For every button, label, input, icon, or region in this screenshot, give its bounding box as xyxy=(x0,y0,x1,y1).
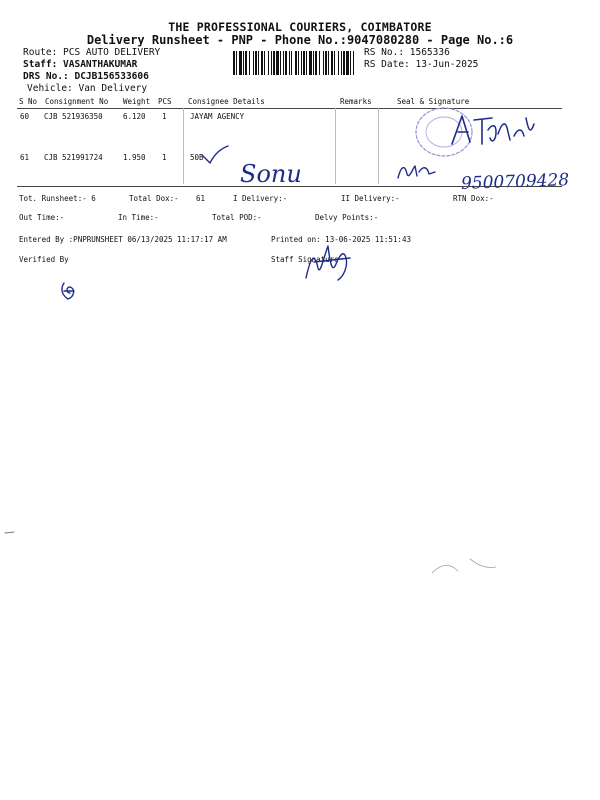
col-header-consignment: Consignment No xyxy=(45,97,109,106)
tick-mark-icon xyxy=(200,145,230,165)
barcode-bar xyxy=(236,51,237,75)
barcode-bar xyxy=(298,51,299,75)
barcode-bar xyxy=(233,51,235,75)
ii-delivery: II Delivery:- xyxy=(341,194,400,203)
barcode-bar xyxy=(346,51,349,75)
barcode-bar xyxy=(303,51,305,75)
runsheet-subtitle: Delivery Runsheet - PNP - Phone No.:9047080280 - Page No.:6 xyxy=(86,33,514,47)
rtn-dox: RTN Dox:- xyxy=(453,194,494,203)
barcode-bar xyxy=(239,51,242,75)
handwritten-phone: 9500709428 xyxy=(460,170,570,194)
barcode-bar xyxy=(309,51,312,75)
printed-on: Printed on: 13-06-2025 11:51:43 xyxy=(271,235,411,244)
barcode-bar xyxy=(249,51,250,75)
signature-icon xyxy=(395,160,440,182)
barcode-bar xyxy=(315,51,317,75)
barcode-bar xyxy=(328,51,329,75)
barcode-bar xyxy=(255,51,257,75)
total-pod: Total POD:- xyxy=(212,213,262,222)
rs-date: RS Date: 13-Jun-2025 xyxy=(364,59,479,70)
barcode-bar xyxy=(306,51,307,75)
staff-signature-label: Staff Signature xyxy=(271,255,339,264)
col-header-sno: S No xyxy=(19,97,38,106)
verifier-signature-icon xyxy=(58,279,80,303)
row-pcs: 1 xyxy=(162,153,167,162)
row-weight: 1.950 xyxy=(123,153,146,162)
barcode-bar xyxy=(323,51,324,75)
barcode-bar xyxy=(319,51,320,75)
column-divider xyxy=(183,108,184,184)
barcode-bar xyxy=(325,51,327,75)
barcode-bar xyxy=(291,51,292,75)
delvy-points: Delvy Points:- xyxy=(315,213,379,222)
barcode-bar xyxy=(283,51,284,75)
barcode-bar xyxy=(245,51,247,75)
column-divider xyxy=(335,108,336,184)
in-time: In Time:- xyxy=(118,213,159,222)
barcode-bar xyxy=(276,51,279,75)
entered-by: Entered By :PNPRUNSHEET 06/13/2025 11:17:17 AM xyxy=(19,235,227,244)
drs-number: DRS No.: DCJB156533606 xyxy=(23,71,149,82)
i-delivery: I Delivery:- xyxy=(233,194,288,203)
barcode-bar xyxy=(343,51,345,75)
row-consignee: JAYAM AGENCY xyxy=(190,112,245,121)
barcode-bar xyxy=(295,51,297,75)
handwritten-name: Sonu xyxy=(240,160,302,188)
company-title: THE PROFESSIONAL COURIERS, COIMBATORE xyxy=(168,20,432,34)
barcode-bar xyxy=(334,51,335,75)
scan-mark-icon xyxy=(430,555,510,580)
col-header-remarks: Remarks xyxy=(340,97,372,106)
route-label: Route: PCS AUTO DELIVERY xyxy=(23,47,161,58)
barcode-bar xyxy=(258,51,259,75)
row-consignee: 50B xyxy=(190,153,204,162)
staff-signature-icon xyxy=(300,240,360,285)
barcode-bar xyxy=(264,51,265,75)
barcode-bar xyxy=(353,51,354,75)
total-dox-label: Total Dox:- xyxy=(129,194,179,203)
barcode-bar xyxy=(285,51,287,75)
col-header-seal-signature: Seal & Signature xyxy=(397,97,470,106)
barcode-bar xyxy=(289,51,290,75)
row-consignment-no: CJB 521936350 xyxy=(44,112,103,121)
column-divider xyxy=(378,108,379,184)
row-sno: 60 xyxy=(20,112,30,121)
barcode-bar xyxy=(268,51,269,75)
barcode-icon xyxy=(233,51,355,75)
col-header-weight: Weight xyxy=(123,97,151,106)
barcode-bar xyxy=(331,51,333,75)
barcode-bar xyxy=(271,51,272,75)
barcode-bar xyxy=(253,51,254,75)
barcode-bar xyxy=(273,51,275,75)
row-consignment-no: CJB 521991724 xyxy=(44,153,103,162)
total-dox-value: 61 xyxy=(196,194,206,203)
row-sno: 61 xyxy=(20,153,30,162)
header-divider xyxy=(17,108,562,109)
rs-number: RS No.: 1565336 xyxy=(364,47,450,58)
barcode-bar xyxy=(243,51,244,75)
barcode-bar xyxy=(341,51,342,75)
col-header-consignee: Consignee Details xyxy=(188,97,265,106)
staff-label: Staff: VASANTHAKUMAR xyxy=(23,59,138,70)
scan-mark-icon xyxy=(4,530,16,536)
barcode-bar xyxy=(261,51,263,75)
col-header-pcs: PCS xyxy=(158,97,172,106)
vehicle-label: Vehicle: Van Delivery xyxy=(27,83,148,94)
tot-runsheet: Tot. Runsheet:- 6 xyxy=(19,194,96,203)
barcode-bar xyxy=(338,51,339,75)
barcode-bar xyxy=(280,51,281,75)
barcode-bar xyxy=(313,51,314,75)
barcode-bar xyxy=(301,51,302,75)
row-weight: 6.120 xyxy=(123,112,146,121)
out-time: Out Time:- xyxy=(19,213,65,222)
signature-icon xyxy=(448,110,548,150)
verified-by-label: Verified By xyxy=(19,255,69,264)
row-pcs: 1 xyxy=(162,112,167,121)
barcode-bar xyxy=(350,51,351,75)
